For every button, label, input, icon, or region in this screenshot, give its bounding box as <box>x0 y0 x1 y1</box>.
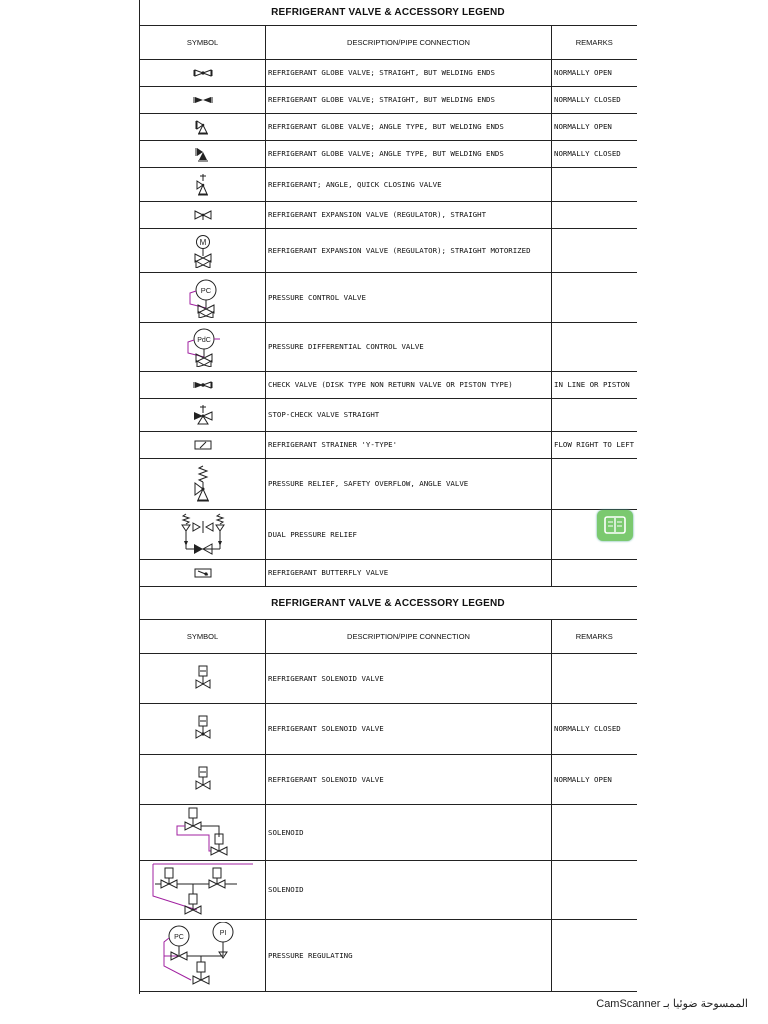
row-remarks: NORMALLY CLOSED <box>552 141 637 168</box>
row-description: REFRIGERANT STRAINER 'Y-TYPE' <box>266 432 552 459</box>
legend-title: REFRIGERANT VALVE & ACCESSORY LEGEND <box>140 0 637 26</box>
table-row <box>140 323 637 372</box>
row-description: PRESSURE CONTROL VALVE <box>266 273 552 323</box>
row-description: PRESSURE RELIEF, SAFETY OVERFLOW, ANGLE VALVE <box>266 459 552 510</box>
pressure-control-valve-icon <box>140 273 266 323</box>
row-remarks: NORMALLY OPEN <box>552 755 637 805</box>
globe-valve-angle-open-icon <box>140 114 266 141</box>
row-remarks <box>552 459 637 510</box>
row-remarks <box>552 229 637 273</box>
row-remarks <box>552 202 637 229</box>
row-remarks: FLOW RIGHT TO LEFT <box>552 432 637 459</box>
table-row <box>140 654 637 704</box>
row-remarks: NORMALLY OPEN <box>552 114 637 141</box>
row-remarks <box>552 920 637 992</box>
motor-label: M <box>199 237 206 247</box>
table-row <box>140 87 637 114</box>
row-remarks: IN LINE OR PISTON <box>552 372 637 399</box>
row-remarks <box>552 168 637 202</box>
table-row <box>140 141 637 168</box>
legend-title: REFRIGERANT VALVE & ACCESSORY LEGEND <box>140 587 637 620</box>
row-description: SOLENOID <box>266 861 552 920</box>
row-remarks <box>552 654 637 704</box>
legend-table-2 <box>139 587 637 992</box>
column-header-remarks: REMARKS <box>552 26 637 60</box>
row-description: REFRIGERANT GLOBE VALVE; STRAIGHT, BUT WELDING ENDS <box>266 60 552 87</box>
pressure-differential-valve-icon <box>140 323 266 372</box>
row-remarks <box>552 861 637 920</box>
table-row <box>140 510 637 560</box>
table-row <box>140 399 637 432</box>
row-description: PRESSURE REGULATING <box>266 920 552 992</box>
table-row <box>140 861 637 920</box>
dual-pressure-relief-icon <box>140 510 266 560</box>
row-description: REFRIGERANT BUTTERFLY VALVE <box>266 560 552 587</box>
table-row <box>140 229 637 273</box>
table-row <box>140 114 637 141</box>
table-row <box>140 704 637 755</box>
solenoid-valve-open-icon <box>140 755 266 805</box>
legend-table-1 <box>139 0 637 587</box>
globe-valve-straight-closed-icon <box>140 87 266 114</box>
globe-valve-angle-closed-icon <box>140 141 266 168</box>
pressure-relief-valve-icon <box>140 459 266 510</box>
row-remarks: NORMALLY CLOSED <box>552 87 637 114</box>
row-remarks: NORMALLY CLOSED <box>552 704 637 755</box>
table-row <box>140 920 637 992</box>
row-description: SOLENOID <box>266 805 552 861</box>
row-description: PRESSURE DIFFERENTIAL CONTROL VALVE <box>266 323 552 372</box>
pc-label-2: PC <box>173 933 184 941</box>
pi-label: PI <box>219 929 226 937</box>
row-remarks <box>552 560 637 587</box>
row-description: REFRIGERANT EXPANSION VALVE (REGULATOR); STRAIGHT MOTORIZED <box>266 229 552 273</box>
globe-valve-straight-open-icon <box>140 60 266 87</box>
butterfly-valve-icon <box>140 560 266 587</box>
table-row <box>140 755 637 805</box>
table-row <box>140 459 637 510</box>
check-valve-icon <box>140 372 266 399</box>
row-description: REFRIGERANT GLOBE VALVE; STRAIGHT, BUT WELDING ENDS <box>266 87 552 114</box>
pdc-label: PdC <box>196 337 211 344</box>
table-row <box>140 432 637 459</box>
row-remarks: NORMALLY OPEN <box>552 60 637 87</box>
expansion-valve-icon <box>140 202 266 229</box>
scanner-watermark: CamScanner الممسوحة ضوئيا بـ <box>596 998 748 1010</box>
stop-check-valve-icon <box>140 399 266 432</box>
table-row <box>140 372 637 399</box>
table-row <box>140 273 637 323</box>
table-row <box>140 60 637 87</box>
row-description: CHECK VALVE (DISK TYPE NON RETURN VALVE OR PISTON TYPE) <box>266 372 552 399</box>
column-header-symbol: SYMBOL <box>140 26 266 60</box>
column-header-description: DESCRIPTION/PIPE CONNECTION <box>266 620 552 654</box>
dual-solenoid-assembly-icon <box>140 861 266 920</box>
row-description: REFRIGERANT SOLENOID VALVE <box>266 755 552 805</box>
row-remarks <box>552 273 637 323</box>
row-description: STOP-CHECK VALVE STRAIGHT <box>266 399 552 432</box>
row-description: REFRIGERANT GLOBE VALVE; ANGLE TYPE, BUT WELDING ENDS <box>266 114 552 141</box>
table-row <box>140 560 637 587</box>
row-remarks <box>552 399 637 432</box>
quick-closing-angle-valve-icon <box>140 168 266 202</box>
row-description: DUAL PRESSURE RELIEF <box>266 510 552 560</box>
column-header-description: DESCRIPTION/PIPE CONNECTION <box>266 26 552 60</box>
row-remarks <box>552 323 637 372</box>
table-row <box>140 168 637 202</box>
solenoid-valve-closed-icon <box>140 704 266 755</box>
solenoid-assembly-icon <box>140 805 266 861</box>
book-app-icon[interactable] <box>597 510 633 541</box>
pressure-regulating-assembly-icon <box>140 920 266 992</box>
row-remarks <box>552 805 637 861</box>
column-header-remarks: REMARKS <box>552 620 637 654</box>
strainer-icon <box>140 432 266 459</box>
table-row <box>140 805 637 861</box>
row-description: REFRIGERANT SOLENOID VALVE <box>266 654 552 704</box>
row-description: REFRIGERANT GLOBE VALVE; ANGLE TYPE, BUT WELDING ENDS <box>266 141 552 168</box>
row-description: REFRIGERANT SOLENOID VALVE <box>266 704 552 755</box>
motorized-expansion-valve-icon <box>140 229 266 273</box>
column-header-symbol: SYMBOL <box>140 620 266 654</box>
pc-label: PC <box>200 285 211 295</box>
solenoid-valve-icon <box>140 654 266 704</box>
row-description: REFRIGERANT; ANGLE, QUICK CLOSING VALVE <box>266 168 552 202</box>
row-description: REFRIGERANT EXPANSION VALVE (REGULATOR), STRAIGHT <box>266 202 552 229</box>
table-row <box>140 202 637 229</box>
